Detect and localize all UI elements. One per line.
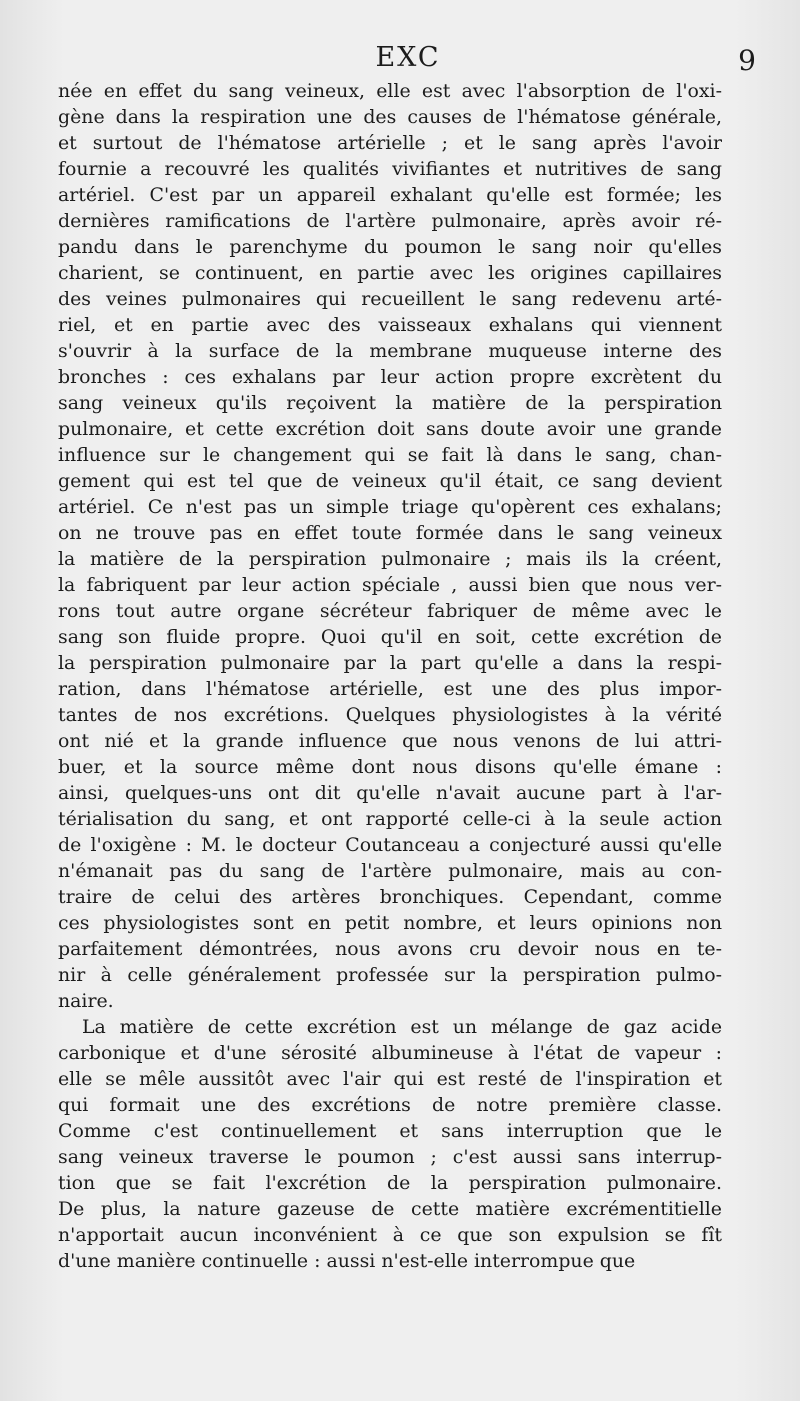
text-line: la perspiration pulmonaire par la part qu'elle a dans la respi- [58, 652, 722, 674]
text-line: De plus, la nature gazeuse de cette matière excrémentitielle [58, 1198, 722, 1220]
text-line: carbonique et d'une sérosité albumineuse à l'état de vapeur : [58, 1042, 722, 1064]
text-line: de l'oxigène : M. le docteur Coutanceau a conjecturé aussi qu'elle [58, 834, 722, 856]
text-line: parfaitement démontrées, nous avons cru devoir nous en te- [58, 938, 722, 960]
text-line: des veines pulmonaires qui recueillent le sang redevenu arté- [58, 288, 722, 310]
text-line: gène dans la respiration une des causes de l'hématose générale, [58, 106, 722, 128]
text-line: s'ouvrir à la surface de la membrane muqueuse interne des [58, 340, 722, 362]
text-line: térialisation du sang, et ont rapporté celle-ci à la seule action [58, 808, 722, 830]
text-line: buer, et la source même dont nous disons qu'elle émane : [58, 756, 722, 778]
text-line: n'apportait aucun inconvénient à ce que son expulsion se fît [58, 1224, 722, 1246]
text-line: tantes de nos excrétions. Quelques physiologistes à la vérité [58, 704, 722, 726]
text-line: pulmonaire, et cette excrétion doit sans doute avoir une grande [58, 418, 722, 440]
text-line: la fabriquent par leur action spéciale , aussi bien que nous ver- [58, 574, 722, 596]
text-line: elle se mêle aussitôt avec l'air qui est resté de l'inspiration et [58, 1068, 722, 1090]
text-line: sang son fluide propre. Quoi qu'il en soit, cette excrétion de [58, 626, 722, 648]
text-line: ainsi, quelques-uns ont dit qu'elle n'avait aucune part à l'ar- [58, 782, 722, 804]
text-line: ont nié et la grande influence que nous venons de lui attri- [58, 730, 722, 752]
text-line: bronches : ces exhalans par leur action propre excrètent du [58, 366, 722, 388]
text-line: artériel. Ce n'est pas un simple triage qu'opèrent ces exhalans; [58, 496, 722, 518]
text-line: influence sur le changement qui se fait là dans le sang, chan- [58, 444, 722, 466]
text-line: rons tout autre organe sécréteur fabriquer de même avec le [58, 600, 722, 622]
page-header [56, 42, 760, 82]
paragraph [58, 1014, 722, 1274]
text-line: n'émanait pas du sang de l'artère pulmonaire, mais au con- [58, 860, 722, 882]
text-line: fournie a recouvré les qualités vivifiantes et nutritives de sang [58, 158, 722, 180]
text-line: sang veineux traverse le poumon ; c'est aussi sans interrup- [58, 1146, 722, 1168]
text-line: gement qui est tel que de veineux qu'il était, ce sang devient [58, 470, 722, 492]
text-line: et surtout de l'hématose artérielle ; et le sang après l'avoir [58, 132, 722, 154]
text-line: la matière de la perspiration pulmonaire ; mais ils la créent, [58, 548, 722, 570]
text-line: riel, et en partie avec des vaisseaux exhalans qui viennent [58, 314, 722, 336]
running-head: EXC [375, 42, 441, 73]
paragraph [58, 78, 722, 1014]
text-line: née en effet du sang veineux, elle est avec l'absorption de l'oxi- [58, 80, 722, 102]
text-line: artériel. C'est par un appareil exhalant qu'elle est formée; les [58, 184, 722, 206]
body-text [58, 78, 722, 1274]
text-line: on ne trouve pas en effet toute formée dans le sang veineux [58, 522, 722, 544]
text-line: d'une manière continuelle : aussi n'est-elle interrompue que [58, 1250, 636, 1272]
text-line: sang veineux qu'ils reçoivent la matière de la perspiration [58, 392, 722, 414]
text-line: nir à celle généralement professée sur la perspiration pulmo- [58, 964, 722, 986]
text-line: ration, dans l'hématose artérielle, est une des plus impor- [58, 678, 722, 700]
text-line: Comme c'est continuellement et sans interruption que le [58, 1120, 722, 1142]
text-line: dernières ramifications de l'artère pulmonaire, après avoir ré- [58, 210, 722, 232]
text-line: pandu dans le parenchyme du poumon le sang noir qu'elles [58, 236, 722, 258]
text-line: traire de celui des artères bronchiques. Cependant, comme [58, 886, 722, 908]
text-line: ces physiologistes sont en petit nombre, et leurs opinions non [58, 912, 722, 934]
text-line: qui formait une des excrétions de notre première classe. [58, 1094, 722, 1116]
text-line: La matière de cette excrétion est un mélange de gaz acide [82, 1016, 722, 1038]
text-line: charient, se continuent, en partie avec les origines capillaires [58, 262, 722, 284]
text-line: naire. [58, 990, 114, 1012]
text-line: tion que se fait l'excrétion de la perspiration pulmonaire. [58, 1172, 722, 1194]
page-number: 9 [738, 44, 756, 77]
